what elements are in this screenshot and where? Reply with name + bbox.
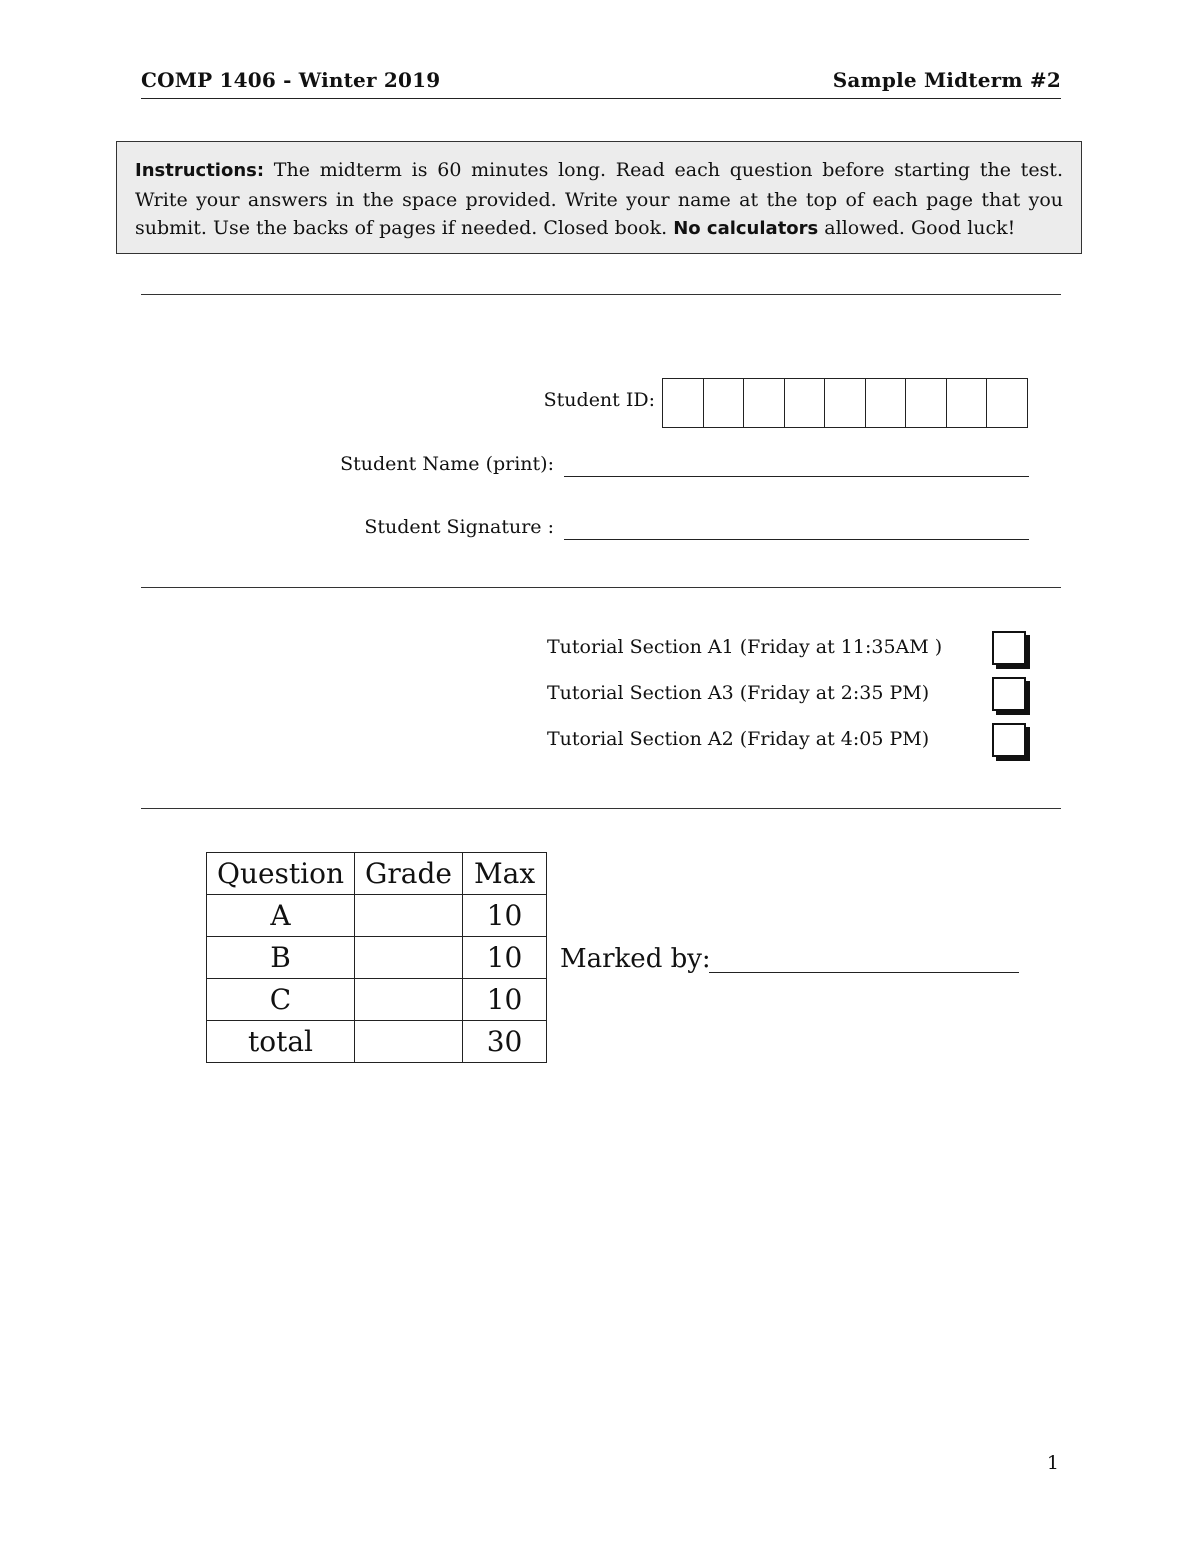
table-header-row bbox=[207, 853, 547, 895]
marked-by-label: Marked by: bbox=[560, 944, 711, 974]
student-id-digit-box[interactable] bbox=[906, 379, 947, 427]
column-header-question: Question bbox=[207, 853, 355, 895]
table-row bbox=[207, 979, 547, 1021]
grade-cell[interactable] bbox=[355, 937, 463, 979]
question-cell: A bbox=[207, 895, 355, 937]
marked-by-field[interactable] bbox=[709, 972, 1019, 973]
student-name-field[interactable] bbox=[564, 476, 1029, 477]
student-id-digit-box[interactable] bbox=[704, 379, 745, 427]
question-cell: B bbox=[207, 937, 355, 979]
student-id-digit-box[interactable] bbox=[744, 379, 785, 427]
table-row bbox=[207, 895, 547, 937]
student-id-boxes[interactable] bbox=[662, 378, 1028, 428]
instructions-text-end: allowed. Good luck! bbox=[818, 217, 1016, 239]
instructions-box bbox=[116, 141, 1082, 254]
grade-cell[interactable] bbox=[355, 979, 463, 1021]
column-header-grade: Grade bbox=[355, 853, 463, 895]
student-name-label: Student Name (print): bbox=[340, 453, 554, 475]
student-id-digit-box[interactable] bbox=[987, 379, 1027, 427]
student-id-label: Student ID: bbox=[543, 389, 655, 411]
tutorial-section-a3-label: Tutorial Section A3 (Friday at 2:35 PM) bbox=[547, 682, 930, 704]
tutorial-section-a2-checkbox[interactable] bbox=[992, 723, 1026, 757]
grade-table bbox=[206, 852, 547, 1063]
student-id-digit-box[interactable] bbox=[866, 379, 907, 427]
tutorial-section-a3-checkbox[interactable] bbox=[992, 677, 1026, 711]
student-id-digit-box[interactable] bbox=[663, 379, 704, 427]
divider bbox=[141, 294, 1061, 295]
grade-cell[interactable] bbox=[355, 895, 463, 937]
max-cell: 10 bbox=[463, 979, 547, 1021]
student-signature-label: Student Signature : bbox=[364, 516, 554, 538]
divider bbox=[141, 587, 1061, 588]
column-header-max: Max bbox=[463, 853, 547, 895]
student-signature-field[interactable] bbox=[564, 539, 1029, 540]
divider bbox=[141, 808, 1061, 809]
question-cell: C bbox=[207, 979, 355, 1021]
course-title: COMP 1406 - Winter 2019 bbox=[141, 68, 441, 92]
page-number: 1 bbox=[1046, 1452, 1059, 1474]
student-id-digit-box[interactable] bbox=[825, 379, 866, 427]
table-row bbox=[207, 1021, 547, 1063]
student-id-digit-box[interactable] bbox=[947, 379, 988, 427]
tutorial-section-a1-checkbox[interactable] bbox=[992, 631, 1026, 665]
max-cell: 10 bbox=[463, 895, 547, 937]
max-cell: 30 bbox=[463, 1021, 547, 1063]
page-header bbox=[141, 68, 1061, 99]
instructions-text: The midterm is 60 minutes long. Read each question before starting the test. Write your answers in the space provided. Write your name at the top of each page that you submit. Use the backs of pages if needed. Closed book. bbox=[135, 159, 1063, 239]
tutorial-section-a1-label: Tutorial Section A1 (Friday at 11:35AM ) bbox=[547, 636, 943, 658]
question-cell: total bbox=[207, 1021, 355, 1063]
exam-title: Sample Midterm #2 bbox=[832, 68, 1061, 92]
student-id-digit-box[interactable] bbox=[785, 379, 826, 427]
tutorial-section-a2-label: Tutorial Section A2 (Friday at 4:05 PM) bbox=[547, 728, 930, 750]
max-cell: 10 bbox=[463, 937, 547, 979]
table-row bbox=[207, 937, 547, 979]
instructions-emphasis: No calculators bbox=[673, 218, 819, 239]
grade-cell[interactable] bbox=[355, 1021, 463, 1063]
instructions-label: Instructions: bbox=[135, 160, 265, 181]
instructions-paragraph bbox=[135, 156, 1081, 244]
